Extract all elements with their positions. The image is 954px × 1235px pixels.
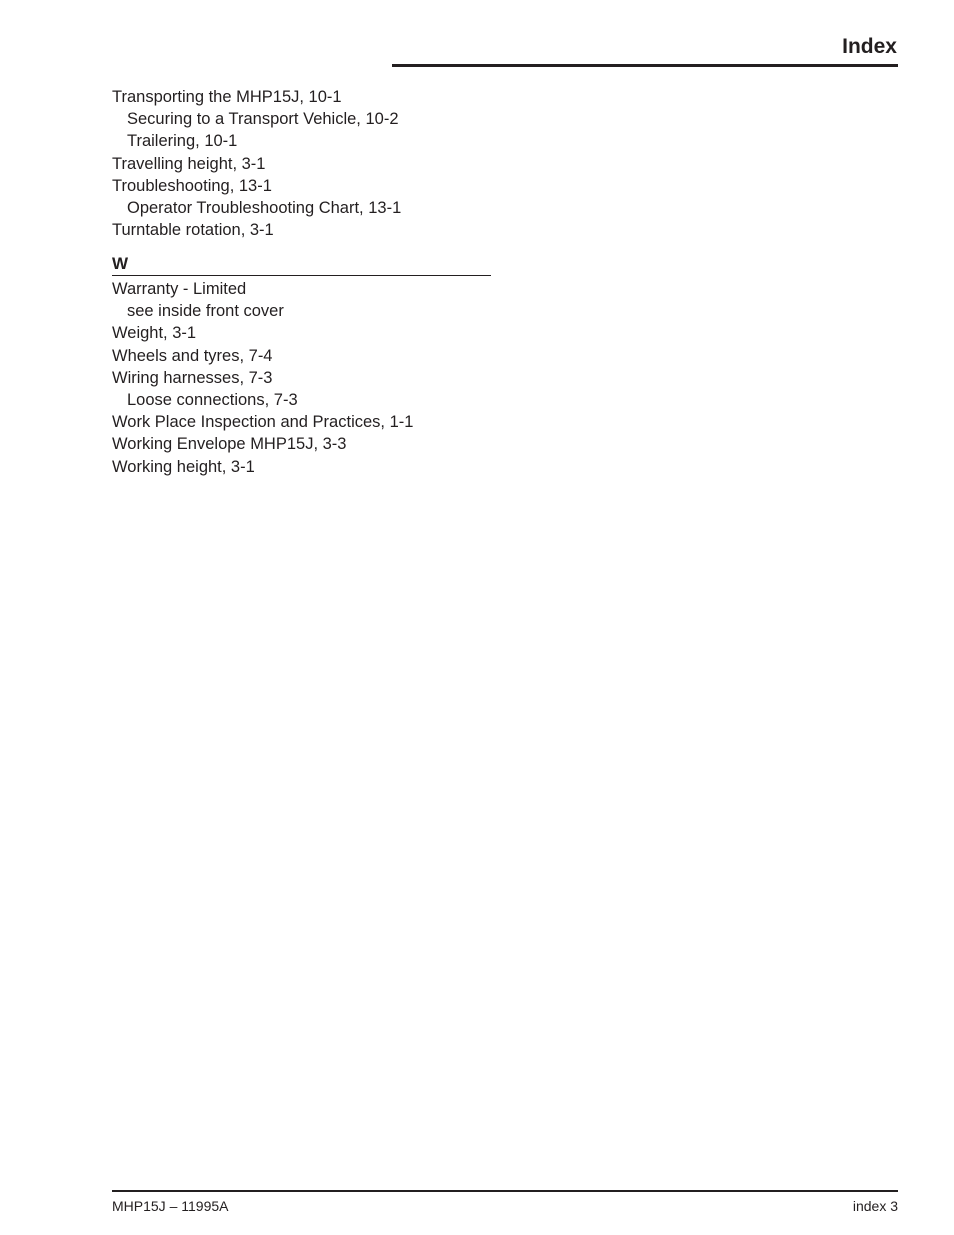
index-entry: Travelling height, 3-1: [112, 154, 266, 173]
index-entry: Work Place Inspection and Practices, 1-1: [112, 413, 414, 432]
index-entry: Weight, 3-1: [112, 324, 197, 343]
footer-rule: [112, 1190, 898, 1192]
index-entry: Working Envelope MHP15J, 3-3: [112, 435, 347, 454]
index-subentry: Loose connections, 7-3: [127, 391, 298, 410]
index-subentry: see inside front cover: [127, 302, 284, 321]
footer-page-number: index 3: [852, 1198, 898, 1214]
section-heading-w: W: [112, 254, 129, 273]
index-continued-list: [112, 86, 492, 241]
footer-doc-id: MHP15J – 11995A: [112, 1198, 229, 1214]
index-entry: Wiring harnesses, 7-3: [112, 368, 273, 387]
section-rule: [112, 275, 491, 276]
page-title: Index: [842, 35, 897, 58]
index-entry: Troubleshooting, 13-1: [112, 176, 272, 195]
index-entry: Working height, 3-1: [112, 457, 255, 476]
index-subentry: Operator Troubleshooting Chart, 13-1: [127, 199, 402, 218]
index-subentry: Trailering, 10-1: [127, 132, 238, 151]
header-rule: [392, 64, 898, 67]
index-entry: Wheels and tyres, 7-4: [112, 346, 273, 365]
index-subentry: Securing to a Transport Vehicle, 10-2: [127, 110, 399, 129]
index-entry: Turntable rotation, 3-1: [112, 221, 274, 240]
index-entry: Warranty - Limited: [112, 280, 247, 298]
index-section-w-list: [112, 278, 492, 478]
index-entry: Transporting the MHP15J, 10-1: [112, 88, 342, 106]
